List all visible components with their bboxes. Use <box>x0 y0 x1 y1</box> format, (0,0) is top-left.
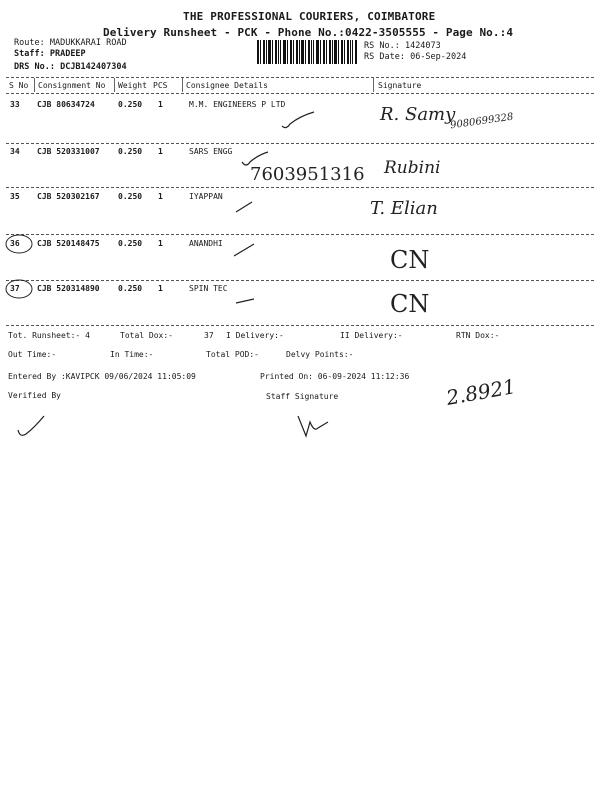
row-34-weight: 0.250 <box>118 147 143 156</box>
table-bottom-rule <box>6 325 594 326</box>
rs-no-line <box>364 41 441 51</box>
col-header-sno: S No <box>9 81 29 90</box>
i-delivery: I Delivery:- <box>226 331 284 340</box>
row-37-sno: 37 <box>10 284 20 293</box>
entered-by: Entered By :KAVIPCK 09/06/2024 11:05:09 <box>8 372 196 381</box>
col-divider <box>182 78 183 92</box>
drs-label: DRS No.: <box>14 62 55 72</box>
row-36-weight: 0.250 <box>118 239 143 248</box>
row-33-consignment: CJB 80634724 <box>37 100 95 109</box>
rs-date-value: 06-Sep-2024 <box>410 52 467 62</box>
in-time: In Time:- <box>110 350 154 359</box>
route-label: Route: <box>14 38 45 48</box>
row-35-sno: 35 <box>10 192 20 201</box>
rs-date-label: RS Date: <box>364 52 405 62</box>
rs-no-label: RS No.: <box>364 41 400 51</box>
tick-mark <box>232 242 256 260</box>
tick-mark <box>280 110 316 132</box>
row-divider <box>6 143 594 144</box>
barcode <box>257 40 357 64</box>
tot-runsheet: Tot. Runsheet:- 4 <box>8 331 90 340</box>
col-divider <box>114 78 115 92</box>
row-35-consignment: CJB 520302167 <box>37 192 100 201</box>
drs-value: DCJB142407304 <box>60 62 127 72</box>
verified-by: Verified By <box>8 391 61 400</box>
company-name: THE PROFESSIONAL COURIERS, COIMBATORE <box>183 10 436 23</box>
tick-mark <box>234 200 254 214</box>
row-37-consignment: CJB 520314890 <box>37 284 100 293</box>
total-pod: Total POD:- <box>206 350 259 359</box>
rs-date-line <box>364 52 466 62</box>
row-34-signature: Rubini <box>384 158 441 178</box>
row-37-consignee: SPIN TEC <box>189 284 228 293</box>
drs-line <box>14 62 127 72</box>
row-35-pcs: 1 <box>158 192 163 201</box>
row-divider <box>6 234 594 235</box>
out-time: Out Time:- <box>8 350 57 359</box>
table-header-rule <box>6 93 594 94</box>
col-divider <box>373 78 374 92</box>
row-36-sno: 36 <box>10 239 20 248</box>
verifier-signature <box>14 412 46 440</box>
row-36-consignment: CJB 520148475 <box>37 239 100 248</box>
row-36-pcs: 1 <box>158 239 163 248</box>
row-35-consignee: IYAPPAN <box>189 192 223 201</box>
row-33-weight: 0.250 <box>118 100 143 109</box>
col-header-pcs: PCS <box>153 81 168 90</box>
circle-mark <box>4 278 36 300</box>
row-34-sno: 34 <box>10 147 20 156</box>
row-34-phone: 7603951316 <box>250 164 365 185</box>
row-33-signature: R. Samy <box>380 104 456 125</box>
col-header-weight: Weight <box>118 81 147 90</box>
total-dox-label: Total Dox:- <box>120 331 173 340</box>
staff-signature-mark <box>296 412 330 440</box>
runsheet-title: Delivery Runsheet - PCK - Phone No.:0422-3505555 - Page No.:4 <box>103 26 514 39</box>
staff-value: PRADEEP <box>49 49 86 59</box>
row-33-sno: 33 <box>10 100 20 109</box>
tick-mark <box>234 296 256 306</box>
col-divider <box>34 78 35 92</box>
row-35-signature: T. Elian <box>370 198 438 219</box>
route-line <box>14 38 127 48</box>
row-33-pcs: 1 <box>158 100 163 109</box>
col-header-consignment: Consignment No <box>38 81 106 90</box>
row-divider <box>6 187 594 188</box>
total-dox-value: 37 <box>204 331 214 340</box>
row-34-consignee: SARS ENGG <box>189 147 233 156</box>
staff-line <box>14 49 86 59</box>
table-top-rule <box>6 77 594 78</box>
row-34-pcs: 1 <box>158 147 163 156</box>
staff-signature: Staff Signature <box>266 392 339 401</box>
circle-mark <box>4 233 36 255</box>
staff-label: Staff: <box>14 49 45 59</box>
ii-delivery: II Delivery:- <box>340 331 403 340</box>
delvy-points: Delvy Points:- <box>286 350 354 359</box>
row-35-weight: 0.250 <box>118 192 143 201</box>
route-value: MADUKKARAI ROAD <box>49 38 127 48</box>
row-37-signature: CN <box>390 290 430 318</box>
handwritten-count: 2.8921 <box>444 374 518 410</box>
row-divider <box>6 280 594 281</box>
row-37-weight: 0.250 <box>118 284 143 293</box>
row-37-pcs: 1 <box>158 284 163 293</box>
row-33-phone: 9080699328 <box>449 111 515 132</box>
printed-on: Printed On: 06-09-2024 11:12:36 <box>260 372 410 381</box>
row-36-consignee: ANANDHI <box>189 239 223 248</box>
row-36-signature: CN <box>390 246 430 274</box>
rs-no-value: 1424073 <box>404 41 441 51</box>
rtn-dox: RTN Dox:- <box>456 331 500 340</box>
row-33-consignee: M.M. ENGINEERS P LTD <box>189 100 286 109</box>
col-header-consignee: Consignee Details <box>186 81 268 90</box>
row-34-consignment: CJB 520331007 <box>37 147 100 156</box>
col-header-signature: Signature <box>378 81 422 90</box>
